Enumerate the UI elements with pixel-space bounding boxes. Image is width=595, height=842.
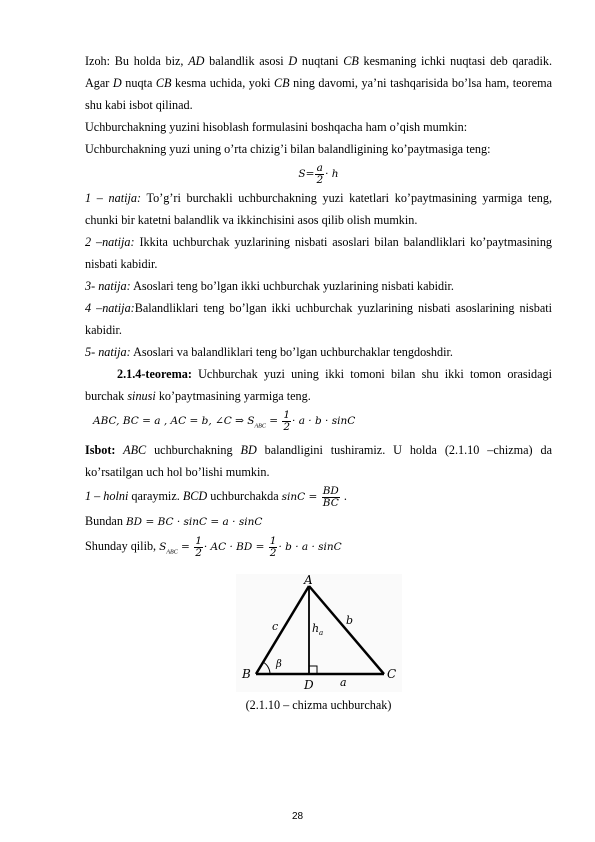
fraction-denominator: 2 xyxy=(195,547,202,560)
text: ning davomi, ya’ni tashqarisida bo’lsa ham, teorema shu kabi isbot qilinad. xyxy=(85,76,552,112)
height-label: h xyxy=(311,621,319,635)
segment-label: CB xyxy=(274,76,290,90)
corollary-text: Balandliklari teng bo’lgan ikki uchburchak yuzlarining nisbati asoslarining nisbati kabidir. xyxy=(85,301,552,337)
text: Izoh: Bu holda biz, xyxy=(85,54,189,68)
corollary-text: To’g’ri burchakli uchburchakning yuzi katetlari ko’paytmasining yarmiga teng, chunki bir katetni balandlik va ikkinchisini asos qilib olish mumkin. xyxy=(85,191,552,227)
corollary-text: Ikkita uchburchak yuzlarining nisbati asoslari bilan balandliklari ko’paytmasining nisbati kabidir. xyxy=(85,235,553,271)
corollary-2 xyxy=(85,231,552,275)
point-label-d: D xyxy=(303,677,314,692)
fraction-numerator: 1 xyxy=(195,535,202,548)
theorem-paragraph xyxy=(85,363,552,407)
text: kesmaning ichki nuqtasi deb qaradik. Agar xyxy=(85,54,552,90)
text: Shunday qilib, xyxy=(85,539,160,554)
text: balandligini tushiramiz. U holda (2.1.10 –chizma) da ko’rsatilgan uch hol bo’lishi mumkin. xyxy=(85,443,552,480)
formula-symbol: · AC · BD = xyxy=(203,541,268,554)
formula-symbol: S xyxy=(298,168,306,180)
formula-subscript: ABC xyxy=(254,423,266,430)
fraction xyxy=(282,410,291,433)
formula-symbol: S xyxy=(159,541,167,554)
side-label-b: b xyxy=(345,613,353,627)
corollary-1 xyxy=(85,187,552,231)
vertex-label-c: C xyxy=(386,666,396,681)
formula-symbol: ABC, BC = a , AC = b, ∠C ⇒ S xyxy=(93,415,255,427)
text: sinusi xyxy=(127,389,156,403)
theorem-formula xyxy=(85,407,552,439)
theorem-label: 2.1.4-teorema: xyxy=(117,367,192,381)
text: uchburchakda xyxy=(207,489,282,504)
text: qaraymiz. xyxy=(128,489,183,504)
proof-paragraph xyxy=(85,439,552,483)
point-label: D xyxy=(288,54,298,68)
corollary-3 xyxy=(85,275,552,297)
fraction-denominator: 2 xyxy=(269,547,277,560)
fraction xyxy=(194,536,203,559)
note-paragraph xyxy=(85,50,552,116)
formula-symbol: · b · a · sinC xyxy=(278,541,342,554)
formula-symbol: · h xyxy=(325,168,339,180)
formula-symbol: · a · b · sinC xyxy=(292,415,356,427)
corollary-label: 1 – natija: xyxy=(85,191,142,205)
formula-symbol: = xyxy=(305,168,315,180)
vertex-label-b: B xyxy=(241,666,251,681)
formula: BD = BC · sinC = a · sinC xyxy=(125,516,263,529)
fraction-numerator: BD xyxy=(322,485,339,498)
text: nuqta xyxy=(121,76,156,90)
text: uchburchakning xyxy=(146,443,241,458)
segment-label: CB xyxy=(343,54,359,68)
triangle-label: ABC xyxy=(115,443,147,458)
case-label: 1 – holni xyxy=(85,489,129,504)
height-label-subscript: a xyxy=(318,628,323,637)
vertex-label-a: A xyxy=(303,573,313,587)
text: nuqtani xyxy=(297,54,344,68)
fraction-denominator: 2 xyxy=(283,420,291,433)
figure-caption: (2.1.10 – chizma uchburchak) xyxy=(245,697,392,712)
text: kesma uchida, yoki xyxy=(171,76,275,90)
formula-subscript: ABC xyxy=(166,549,178,556)
side-label-a: a xyxy=(339,675,347,689)
conclusion-line xyxy=(85,533,552,565)
formula-symbol: sinC = xyxy=(281,491,321,504)
page-number: 28 xyxy=(291,811,304,822)
text: balandlik asosi xyxy=(204,54,289,68)
formula-symbol: = xyxy=(177,541,194,554)
corollary-4 xyxy=(85,297,552,341)
fraction xyxy=(315,163,324,186)
fraction-numerator: 1 xyxy=(269,535,277,548)
triangle-label: BCD xyxy=(182,489,208,504)
page-content xyxy=(85,50,552,716)
triangle-figure xyxy=(236,574,402,692)
bundan-line xyxy=(85,510,552,533)
formula-symbol: = xyxy=(265,415,282,427)
fraction-numerator: 1 xyxy=(283,408,291,421)
segment-label: BD xyxy=(240,443,257,458)
formula-intro-line: Uchburchakning yuzini hisoblash formulasini boshqacha ham o’qish mumkin: xyxy=(85,120,468,134)
point-label: D xyxy=(112,76,122,90)
fraction xyxy=(322,486,340,509)
fraction-denominator: 2 xyxy=(316,173,324,186)
proof-label: Isbot: xyxy=(85,443,116,458)
formula-description-line: Uchburchakning yuzi uning o’rta chizig’i bilan balandligining ko’paytmasiga teng: xyxy=(85,142,491,156)
corollary-label: 2 –natija: xyxy=(85,235,135,249)
angle-label-beta: β xyxy=(275,658,282,670)
area-formula xyxy=(85,160,552,187)
fraction xyxy=(269,536,278,559)
side-label-c: c xyxy=(271,619,278,633)
segment-label: CB xyxy=(155,76,172,90)
text: . xyxy=(340,489,347,504)
case-1-line xyxy=(85,483,552,510)
corollary-5 xyxy=(85,341,552,363)
fraction-denominator: BC xyxy=(322,497,339,510)
corollary-text: Asoslari va balandliklari teng bo’lgan uchburchaklar tengdoshdir. xyxy=(130,345,453,359)
segment-label: AD xyxy=(188,54,205,68)
corollary-label: 5- natija: xyxy=(85,345,131,359)
corollary-text: Asoslari teng bo’lgan ikki uchburchak yuzlarining nisbati kabidir. xyxy=(130,279,454,293)
text: Bundan xyxy=(85,514,126,529)
corollary-label: 3- natija: xyxy=(85,279,131,293)
text: Uchburchak yuzi uning ikki tomoni bilan shu ikki tomon orasidagi burchak xyxy=(85,367,552,403)
text: ko’paytmasining yarmiga teng. xyxy=(155,389,311,403)
fraction-numerator: a xyxy=(316,161,323,174)
corollary-label: 4 –natija: xyxy=(85,301,135,315)
